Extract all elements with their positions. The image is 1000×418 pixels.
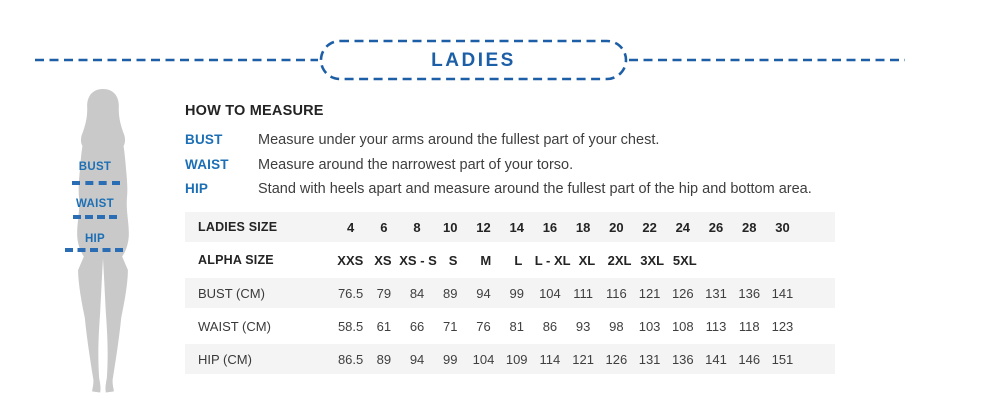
table-row-waist-cm — [185, 311, 835, 344]
table-cell: 16 — [542, 219, 558, 235]
row-label: WAIST (CM) — [198, 318, 271, 334]
table-cell: 103 — [638, 318, 661, 334]
table-cell — [701, 253, 734, 268]
table-cell: 79 — [376, 285, 392, 301]
howto-row-hip — [185, 177, 875, 202]
table-cell: 14 — [509, 219, 524, 235]
table-cell: 84 — [409, 285, 425, 301]
table-cell: XXS — [337, 252, 364, 268]
row-values — [334, 220, 835, 235]
table-cell: 113 — [705, 318, 727, 334]
table-cell: 76 — [476, 318, 491, 334]
table-cell: 26 — [708, 219, 724, 235]
table-cell: 104 — [539, 285, 561, 301]
table-cell: 28 — [742, 219, 757, 235]
howto-waist-text: Measure around the narrowest part of your torso. — [258, 156, 574, 173]
table-cell: 86 — [542, 318, 558, 334]
table-cell: 6 — [380, 219, 388, 235]
table-cell: 10 — [443, 219, 458, 235]
howto-hip-text: Stand with heels apart and measure around the fullest part of the hip and bottom area. — [258, 181, 812, 197]
row-values — [334, 319, 835, 334]
table-row-alpha-size — [185, 245, 835, 278]
section-title: LADIES — [431, 50, 516, 71]
table-row-hip-cm — [185, 344, 835, 377]
table-cell: 136 — [738, 285, 761, 301]
table-cell: 121 — [572, 351, 594, 367]
table-cell: 8 — [413, 219, 421, 235]
hip-measure-line — [65, 248, 123, 252]
table-cell: M — [480, 252, 492, 268]
table-cell: XL — [578, 252, 596, 268]
figure-waist-label: WAIST — [76, 198, 114, 210]
how-to-measure-heading: HOW TO MEASURE — [185, 103, 324, 119]
table-cell: L - XL — [534, 252, 571, 268]
table-cell: 89 — [443, 285, 458, 301]
row-label: ALPHA SIZE — [198, 253, 274, 267]
row-values — [334, 253, 835, 268]
table-cell: 151 — [771, 351, 794, 367]
table-cell: 116 — [605, 285, 627, 301]
table-cell: 61 — [376, 318, 392, 334]
table-cell: 98 — [609, 318, 624, 334]
table-cell: 30 — [775, 219, 790, 235]
table-cell: L — [514, 252, 523, 268]
table-cell: 81 — [509, 318, 524, 334]
figure-hip-label: HIP — [84, 233, 106, 245]
row-values — [334, 352, 835, 367]
table-cell: 3XL — [640, 252, 665, 268]
table-cell: 109 — [505, 351, 528, 367]
table-cell: 131 — [705, 285, 727, 301]
table-cell: 141 — [705, 351, 727, 367]
table-cell: 114 — [539, 351, 561, 367]
table-cell: 89 — [376, 351, 392, 367]
table-cell: 126 — [671, 285, 694, 301]
table-cell: 123 — [771, 318, 794, 334]
row-values — [334, 286, 835, 301]
table-cell — [766, 253, 799, 268]
table-cell: 121 — [638, 285, 661, 301]
table-cell: 86.5 — [337, 351, 364, 367]
table-cell: 20 — [609, 219, 624, 235]
size-table — [185, 212, 835, 377]
table-cell: 141 — [771, 285, 794, 301]
table-row-ladies-size — [185, 212, 835, 245]
table-cell: 94 — [409, 351, 425, 367]
table-cell: 108 — [671, 318, 694, 334]
row-label: HIP (CM) — [198, 351, 252, 367]
table-cell: 71 — [443, 318, 458, 334]
table-cell: 2XL — [607, 252, 632, 268]
waist-measure-line — [73, 215, 117, 219]
table-cell: 104 — [472, 351, 495, 367]
table-cell: 12 — [476, 219, 491, 235]
howto-waist-label: WAIST — [185, 156, 229, 172]
table-cell: 5XL — [672, 252, 697, 268]
howto-row-bust — [185, 128, 875, 153]
table-cell: S — [448, 252, 458, 268]
table-cell: XS - S — [399, 252, 437, 268]
table-cell: 18 — [575, 219, 591, 235]
table-cell: 66 — [409, 318, 425, 334]
table-cell: 99 — [509, 285, 524, 301]
row-label: BUST (CM) — [198, 285, 265, 301]
table-cell: 24 — [675, 219, 691, 235]
table-cell: 126 — [605, 351, 628, 367]
female-silhouette-icon — [55, 88, 151, 404]
table-cell: 146 — [738, 351, 761, 367]
table-cell: 136 — [671, 351, 694, 367]
figure-bust-label: BUST — [78, 161, 112, 173]
table-cell — [734, 253, 767, 268]
table-cell: 58.5 — [337, 318, 364, 334]
table-cell: 4 — [346, 219, 355, 235]
table-cell: 99 — [443, 351, 458, 367]
howto-bust-text: Measure under your arms around the fullest part of your chest. — [258, 132, 660, 148]
table-cell: 76.5 — [337, 285, 364, 301]
howto-hip-label: HIP — [185, 181, 209, 196]
bust-measure-line — [72, 181, 120, 185]
table-cell: XS — [374, 252, 392, 268]
howto-bust-label: BUST — [185, 132, 223, 147]
table-cell: 111 — [573, 285, 594, 301]
body-measurement-figure — [55, 88, 151, 404]
table-cell: 118 — [738, 318, 760, 334]
table-cell: 93 — [575, 318, 591, 334]
how-to-measure-section — [185, 103, 875, 202]
table-cell: 131 — [638, 351, 661, 367]
table-cell: 22 — [642, 219, 657, 235]
table-cell: 94 — [476, 285, 491, 301]
howto-row-waist — [185, 153, 875, 178]
row-label: LADIES SIZE — [198, 220, 278, 234]
table-row-bust-cm — [185, 278, 835, 311]
